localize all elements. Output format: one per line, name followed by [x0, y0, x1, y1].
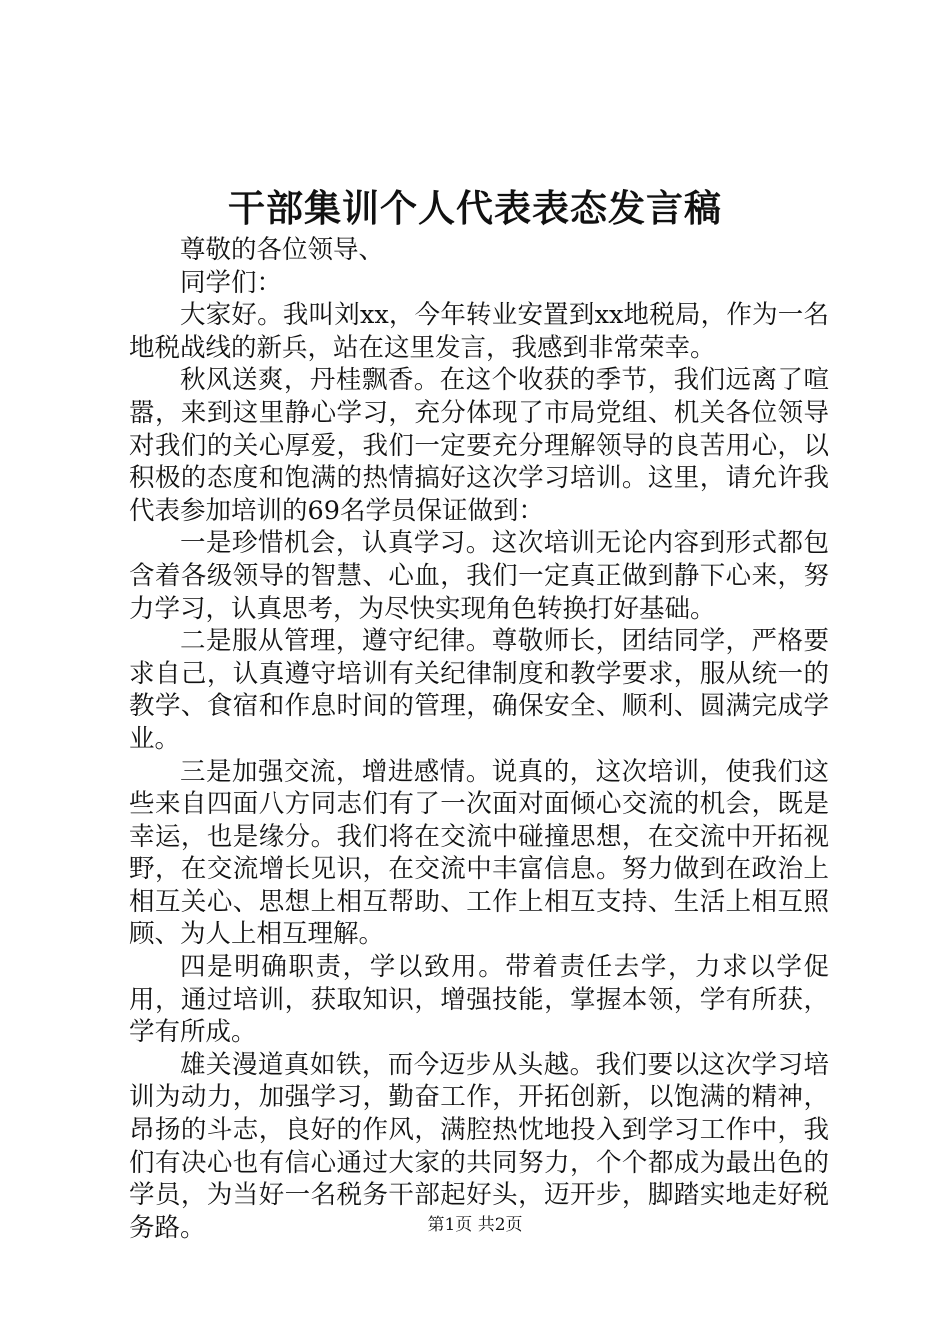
paragraph: 二是服从管理，遵守纪律。尊敬师长，团结同学，严格要求自己，认真遵守培训有关纪律制度和教学要求，服从统一的教学、食宿和作息时间的管理，确保安全、顺利、圆满完成学业。	[129, 626, 829, 754]
salutation-line: 尊敬的各位领导、	[180, 235, 385, 265]
paragraph: 三是加强交流，增进感情。说真的，这次培训，使我们这些来自四面八方同志们有了一次面对面倾心交流的机会，既是幸运，也是缘分。我们将在交流中碰撞思想，在交流中开拓视野，在交流增长见识，在交流中丰富信息。努力做到在政治上相互关心、思想上相互帮助、工作上相互支持、生活上相互照顾、为人上相互理解。	[129, 756, 829, 950]
salutation-line: 同学们：	[180, 267, 283, 298]
paragraph: 四是明确职责，学以致用。带着责任去学，力求以学促用，通过培训，获取知识，增强技能，掌握本领，学有所获，学有所成。	[129, 952, 829, 1048]
paragraph: 大家好。我叫刘xx，今年转业安置到xx地税局，作为一名地税战线的新兵，站在这里发言，我感到非常荣幸。	[129, 300, 829, 363]
paragraph: 雄关漫道真如铁，而今迈步从头越。我们要以这次学习培训为动力，加强学习，勤奋工作，开拓创新，以饱满的精神，昂扬的斗志，良好的作风，满腔热忱地投入到学习工作中，我们有决心也有信心通过大家的共同努力，个个都成为最出色的学员，为当好一名税务干部起好头，迈开步，脚踏实地走好税务路。	[129, 1049, 829, 1243]
paragraph: 一是珍惜机会，认真学习。这次培训无论内容到形式都包含着各级领导的智慧、心血，我们一定真正做到静下心来，努力学习，认真思考，为尽快实现角色转换打好基础。	[129, 528, 829, 624]
page-number-footer: 第1页 共2页	[427, 1215, 523, 1235]
paragraph: 秋风送爽，丹桂飘香。在这个收获的季节，我们远离了喧嚣，来到这里静心学习，充分体现了市局党组、机关各位领导对我们的关心厚爱，我们一定要充分理解领导的良苦用心，以积极的态度和饱满的热情搞好这次学习培训。这里，请允许我代表参加培训的69名学员保证做到：	[129, 365, 829, 526]
document-title: 干部集训个人代表表态发言稿	[228, 186, 722, 230]
document-body	[129, 234, 829, 1244]
